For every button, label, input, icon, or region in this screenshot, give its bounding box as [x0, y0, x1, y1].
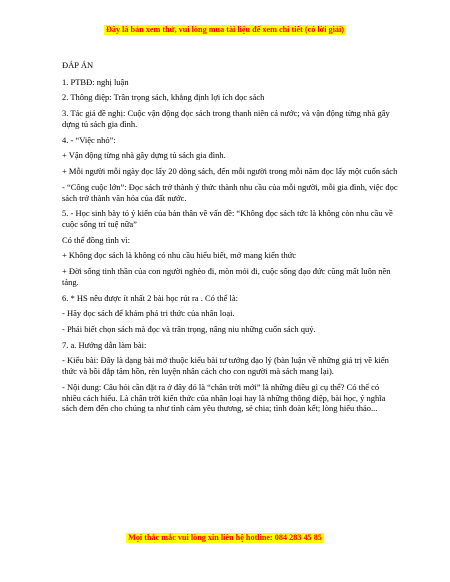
answer-line: - Nội dung: Câu hỏi cần đặt ra ở đây đó là “chân trời mới” là những điều gì cụ thể? Có thể có nhiều cách hiểu. Là chân trời kiến thức của nhân loại hay là những thông điệp, bài học, ý nghĩa sách đem đến cho chúng ta như tình cảm yêu thương, sẻ chia; tình đoàn kết; lòng hiếu thảo...: [62, 381, 386, 414]
answer-line: 7. a. Hướng dẫn làm bài:: [62, 339, 147, 350]
answer-line: 1. PTBĐ: nghị luận: [62, 76, 129, 87]
answer-line: 5. - Học sinh bày tỏ ý kiến của bản thân về vấn đề: “Không đọc sách tức là không còn nhu cầu về cuộc sống trí tuệ nữa”: [62, 208, 393, 229]
answer-line: + Mỗi người mỗi ngày đọc lấy 20 dòng sách, đến mỗi người trong mỗi năm đọc lấy một cuốn sách: [62, 166, 398, 177]
preview-notice-banner: Đây là bản xem thử, vui lòng mua tài liệu để xem chi tiết (có lời giải): [105, 25, 345, 34]
answer-line: - Kiểu bài: Đây là dạng bài mở thuộc kiểu bài tư tưởng đạo lý (bàn luận về những giá trị về kiến thức và bồi đắp tâm hồn, rèn luyện nhân cách cho con người mà sách mang lại).: [62, 355, 389, 377]
answer-line: Có thể đồng tình vì:: [62, 234, 130, 245]
answer-line: 6. * HS nêu được ít nhất 2 bài học rút ra . Có thể là:: [62, 292, 238, 303]
answer-title: ĐÁP ÁN: [62, 60, 94, 70]
answer-line: + Đời sống tinh thần của con người nghèo đi, mòn mỏi đi, cuộc sống đạo đức cũng mất luôn nền tảng.: [62, 266, 391, 287]
hotline-banner: Mọi thắc mắc vui lòng xin liên hệ hotline: 084 283 45 85: [128, 533, 322, 542]
answer-line: 3. Tác giả đề nghị: Cuộc vận động đọc sách trong thanh niên cả nước; và vận động từng nhà gây dựng tủ sách gia đình.: [62, 108, 390, 129]
answer-document: [62, 60, 398, 419]
answer-line: + Không đọc sách là không có nhu cầu hiểu biết, mở mang kiến thức: [62, 250, 297, 261]
answer-line: 4. - “Việc nhỏ”:: [62, 134, 116, 145]
answer-line: 2. Thông điệp: Trân trọng sách, khẳng định lợi ích đọc sách: [62, 92, 265, 103]
answer-line: - Phải biết chọn sách mà đọc và trân trọng, nâng niu những cuốn sách quý.: [62, 323, 316, 334]
answer-line: - “Công cuộc lớn”: Đọc sách trở thành ý thức thành nhu cầu của mỗi người, mỗi gia đình, việc đọc sách trở thành văn hóa của đất nước.: [62, 181, 398, 203]
answer-line: + Vận động từng nhà gây dựng tủ sách gia đình.: [62, 150, 226, 161]
answer-line: - Hãy đọc sách để khám phá tri thức của nhân loại.: [62, 308, 235, 319]
